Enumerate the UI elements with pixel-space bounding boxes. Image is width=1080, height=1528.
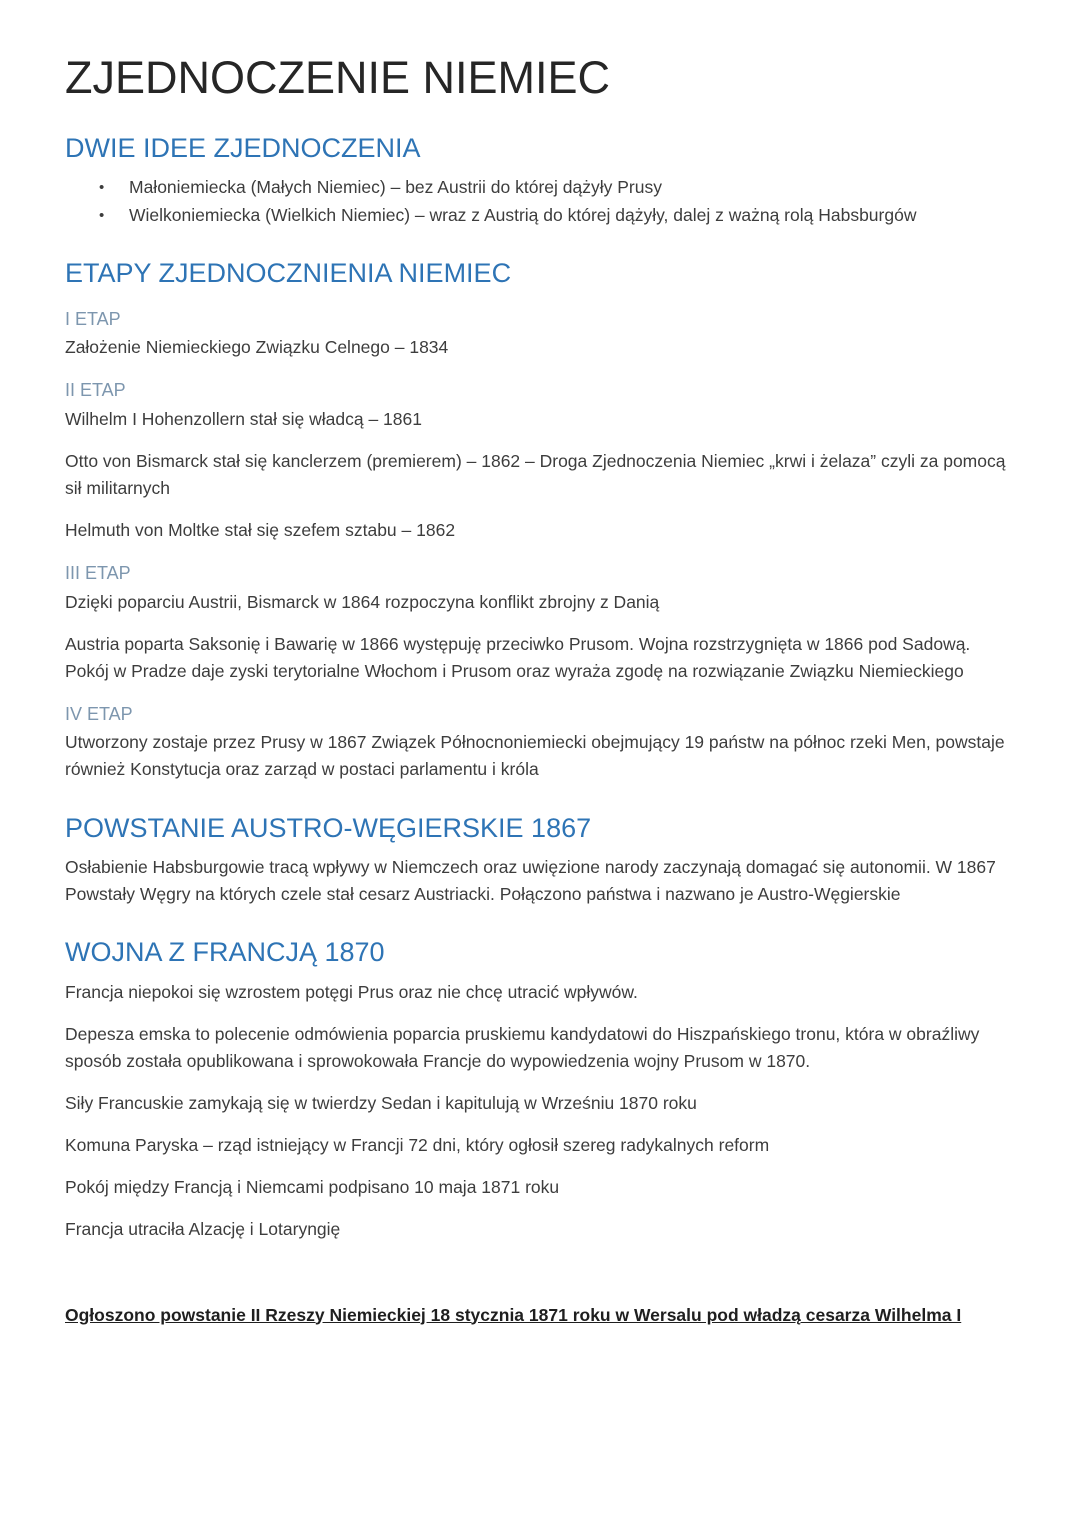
bullet-text: Wielkoniemiecka (Wielkich Niemiec) – wraz z Austrią do której dążyły, dalej z ważną rolą Habsburgów — [129, 205, 917, 226]
subsection-heading-etap-3: III ETAP — [65, 563, 131, 584]
paragraph: Helmuth von Moltke stał się szefem sztabu – 1862 — [65, 520, 456, 541]
paragraph: Założenie Niemieckiego Związku Celnego – 1834 — [65, 337, 449, 358]
section-dwie-idee-zjednoczenia — [65, 132, 1014, 230]
paragraph: Pokój między Francją i Niemcami podpisano 10 maja 1871 roku — [65, 1177, 560, 1198]
bullet-item — [65, 174, 1014, 201]
section-etapy-zjednocznienia — [65, 257, 1014, 783]
subsection-heading-etap-1: I ETAP — [65, 308, 121, 329]
bullet-icon: • — [99, 207, 105, 225]
section-heading: DWIE IDEE ZJEDNOCZENIA — [65, 132, 421, 163]
section-wojna-z-francja — [65, 936, 1014, 1243]
paragraph: Komuna Paryska – rząd istniejący w Francji 72 dni, który ogłosił szereg radykalnych reform — [65, 1135, 770, 1156]
subsection-heading-etap-2: II ETAP — [65, 380, 126, 401]
bullet-list — [65, 174, 1014, 229]
paragraph: Osłabienie Habsburgowie tracą wpływy w Niemczech oraz uwięzione narody zaczynają domagać się autonomii. W 1867 Powstały Węgry na których czele stał cesarz Austriacki. Połączono państwa i nazwano je Austro-Węgierskie — [65, 856, 996, 905]
section-heading: WOJNA Z FRANCJĄ 1870 — [65, 937, 385, 968]
paragraph: Francja niepokoi się wzrostem potęgi Prus oraz nie chcę utracić wpływów. — [65, 981, 638, 1002]
paragraph: Austria poparta Saksonię i Bawarię w 1866 występuję przeciwko Prusom. Wojna rozstrzygnięta w 1866 pod Sadową. Pokój w Pradze daje zyski terytorialne Włochom i Prusom oraz wyraża zgodę na rozwiązanie Związku Niemieckiego — [65, 633, 971, 681]
bullet-icon: • — [99, 179, 105, 197]
paragraph: Wilhelm I Hohenzollern stał się władcą – 1861 — [65, 408, 422, 429]
bullet-text: Małoniemiecka (Małych Niemiec) – bez Austrii do której dążyły Prusy — [129, 177, 662, 198]
paragraph: Depesza emska to polecenie odmówienia poparcia pruskiemu kandydatowi do Hiszpańskiego tronu, która w obraźliwy sposób została opublikowana i sprowokowała Francje do wypowiedzenia wojny Prusom w 1870. — [65, 1023, 980, 1071]
section-heading: ETAPY ZJEDNOCZNIENIA NIEMIEC — [65, 258, 512, 289]
closing-statement: Ogłoszono powstanie II Rzeszy Niemieckiej 18 stycznia 1871 roku w Wersalu pod władzą cesarza Wilhelma I — [65, 1304, 962, 1325]
section-heading: POWSTANIE AUSTRO-WĘGIERSKIE 1867 — [65, 812, 592, 843]
document-title: ZJEDNOCZENIE NIEMIEC — [65, 52, 611, 103]
paragraph: Dzięki poparciu Austrii, Bismarck w 1864 rozpoczyna konflikt zbrojny z Danią — [65, 591, 660, 612]
paragraph: Utworzony zostaje przez Prusy w 1867 Związek Północnoniemiecki obejmujący 19 państw na północ rzeki Men, powstaje również Konstytucja oraz zarząd w postaci parlamentu i króla — [65, 732, 1005, 780]
paragraph: Otto von Bismarck stał się kanclerzem (premierem) – 1862 – Droga Zjednoczenia Niemiec „krwi i żelaza” czyli za pomocą sił militarnych — [65, 450, 1006, 498]
paragraph: Francja utraciła Alzację i Lotaryngię — [65, 1219, 341, 1240]
bullet-item — [65, 202, 1014, 229]
subsection-heading-etap-4: IV ETAP — [65, 703, 133, 724]
section-powstanie-austro-wegierskie — [65, 812, 1014, 909]
paragraph: Siły Francuskie zamykają się w twierdzy Sedan i kapitulują w Wrześniu 1870 roku — [65, 1093, 697, 1113]
